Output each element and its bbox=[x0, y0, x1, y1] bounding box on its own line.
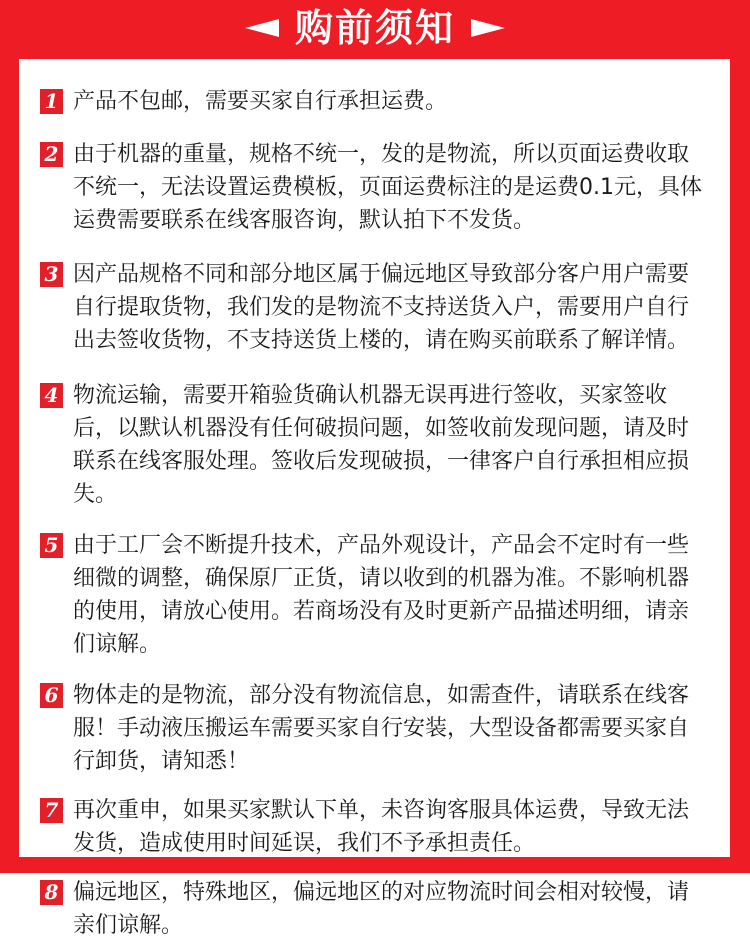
notice-number-badge: 5 bbox=[40, 533, 63, 558]
notice-text: 物流运输，需要开箱验货确认机器无误再进行签收，买家签收后，以默认机器没有任何破损问题，如签收前发现问题，请及时联系在线客服处理。签收后发现破损，一律客户自行承担相应损失。 bbox=[73, 383, 690, 507]
notice-text: 产品不包邮，需要买家自行承担运费。 bbox=[73, 89, 448, 114]
notice-item-6 bbox=[40, 679, 710, 778]
notice-item-5 bbox=[40, 529, 710, 661]
notice-item-2 bbox=[40, 138, 710, 237]
header-banner bbox=[0, 0, 750, 56]
notice-number-badge: 2 bbox=[40, 142, 63, 167]
page-title: 购前须知 bbox=[294, 6, 455, 50]
notice-text: 由于机器的重量，规格不统一，发的是物流，所以页面运费收取不统一，无法设置运费模板，页面运费标注的是运费0.1元，具体运费需要联系在线客服咨询，默认拍下不发货。 bbox=[73, 142, 702, 233]
notice-number-badge: 4 bbox=[40, 383, 63, 408]
notice-item-7 bbox=[40, 794, 710, 860]
notice-number-badge: 1 bbox=[40, 89, 63, 114]
notice-text: 偏远地区，特殊地区，偏远地区的对应物流时间会相对较慢，请亲们谅解。 bbox=[73, 880, 690, 938]
notice-item-4 bbox=[40, 379, 710, 511]
notice-item-3 bbox=[40, 258, 710, 357]
notice-panel bbox=[19, 59, 730, 938]
notice-text: 物体走的是物流，部分没有物流信息，如需查件，请联系在线客服！手动液压搬运车需要买家自行安装，大型设备都需要买家自行卸货，请知悉！ bbox=[73, 683, 690, 774]
chevron-left-icon bbox=[245, 19, 279, 37]
notice-text: 由于工厂会不断提升技术，产品外观设计，产品会不定时有一些细微的调整，确保原厂正货，请以收到的机器为准。不影响机器的使用，请放心使用。若商场没有及时更新产品描述明细，请亲们谅解。 bbox=[73, 533, 690, 657]
notice-item-1 bbox=[40, 85, 710, 118]
notice-number-badge: 3 bbox=[40, 262, 63, 287]
notice-text: 再次重申，如果买家默认下单，未咨询客服具体运费，导致无法发货，造成使用时间延误，我们不予承担责任。 bbox=[73, 798, 690, 856]
notice-item-8 bbox=[40, 876, 710, 942]
notice-number-badge: 6 bbox=[40, 683, 63, 708]
chevron-right-icon bbox=[471, 19, 505, 37]
notice-number-badge: 7 bbox=[40, 798, 63, 823]
notice-text: 因产品规格不同和部分地区属于偏远地区导致部分客户用户需要自行提取货物，我们发的是物流不支持送货入户，需要用户自行出去签收货物，不支持送货上楼的，请在购买前联系了解详情。 bbox=[73, 262, 690, 353]
notice-number-badge: 8 bbox=[40, 880, 63, 905]
